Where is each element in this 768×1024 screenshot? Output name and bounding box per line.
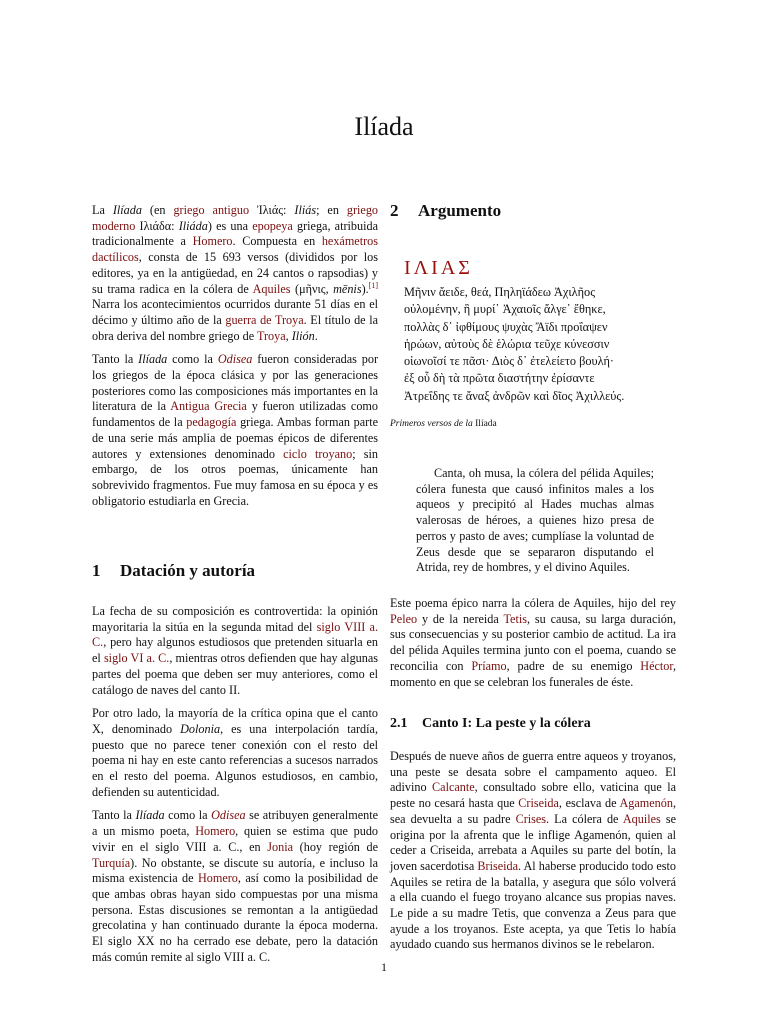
section-1-title: Datación y autoría bbox=[120, 561, 256, 580]
wiki-link[interactable]: Jonia bbox=[267, 839, 294, 854]
text-run: , es una interpolación tardía, puesto que no parece tener conexión con el resto del poema ni hay en este canto referencias a sucesos narrados en el resto del poema. Algunos estudiosos, en cambio, defienden su autenticidad. bbox=[92, 721, 378, 799]
wiki-link[interactable]: Príamo bbox=[471, 658, 507, 673]
text-run: griega. Ambas forman parte de una serie más amplia de poemas épicos de diferentes autores y extensiones denominado bbox=[92, 415, 378, 461]
wiki-link[interactable]: Héctor bbox=[640, 658, 673, 673]
text-run: Narra los acontecimientos ocurridos durante 51 días en el décimo y último año de la bbox=[92, 297, 378, 327]
wiki-link[interactable]: Homero bbox=[192, 234, 233, 249]
text-run: Ιλιάδα: bbox=[135, 218, 179, 233]
text-run: Ilíada bbox=[112, 203, 142, 217]
text-run: fueron consideradas por los griegos de la época clásica y por las generaciones posteriores como las composiciones más importantes en la literatura de la bbox=[92, 352, 379, 414]
text-run: Ilíada bbox=[138, 352, 168, 367]
text-run: . La cólera de bbox=[546, 811, 623, 826]
text-run: , momento en que se celebran los funerales de éste. bbox=[390, 658, 677, 689]
wiki-link[interactable]: ciclo troyano bbox=[283, 446, 353, 461]
text-run: ; en bbox=[316, 203, 347, 217]
greek-line: ἐξ οὗ δὴ τὰ πρῶτα διαστήτην ἐρίσαντε bbox=[404, 371, 595, 386]
section-1-body bbox=[92, 604, 378, 973]
caption-title: Ilíada bbox=[475, 419, 497, 429]
text-run: , consta de 15 693 versos (divididos por los editores, ya en la antigüedad, en 24 cantos o rapsodias) y su trama radica en la cólera de bbox=[92, 250, 378, 296]
translation-quote: Canta, oh musa, la cólera del pélida Aquiles; cólera funesta que causó infinitos males a los aqueos y precipitó al Hades muchas almas valerosas de héroes, a quienes hizo presa de perros y pasto de aves; cumplíase la voluntad de Zeus desde que se separaron disputando el Atrida, rey de hombres, y el divino Aquiles. bbox=[416, 466, 654, 575]
text-run: se origina por la afrenta que le inflige Agamenón, quien al ceder a Criseida, arrebata a Aquiles su parte del botín, la joven sacerdotisa bbox=[390, 811, 677, 873]
wiki-link[interactable]: siglo VI a. C. bbox=[103, 651, 170, 666]
greek-line: Μῆνιν ἄειδε, θεά, Πηληϊάδεω Ἀχιλῆος bbox=[404, 285, 596, 299]
text-run: La bbox=[92, 203, 113, 217]
wiki-link[interactable]: Crises bbox=[515, 811, 547, 826]
wiki-link[interactable]: Tetis bbox=[503, 611, 527, 626]
section-2-number: 2 bbox=[390, 201, 399, 220]
intro-paragraph-1 bbox=[92, 203, 378, 344]
caption-italic: Primeros versos de la bbox=[390, 419, 473, 429]
text-run: , consultado sobre ello, vaticina que la peste no cesará hasta que bbox=[390, 780, 676, 811]
text-run: ; sin embargo, de los otros poemas, únicamente han sobrevivido fragmentos. Fue muy famosa en su época y es obligatorio estudiarla en Grecia. bbox=[92, 446, 378, 508]
wiki-link[interactable]: Antigua Grecia bbox=[170, 399, 247, 414]
text-run: Este poema épico narra la cólera de Aquiles, hijo del rey bbox=[390, 596, 676, 610]
wiki-link[interactable]: Agamenón bbox=[619, 796, 673, 811]
wiki-link[interactable]: Peleo bbox=[390, 611, 418, 626]
text-run: Ilión bbox=[291, 328, 315, 343]
wiki-link[interactable]: Briseida bbox=[477, 858, 519, 873]
page-title: Ilíada bbox=[354, 112, 414, 141]
wiki-link[interactable]: [1] bbox=[368, 280, 378, 290]
text-run: , bbox=[285, 328, 292, 343]
wiki-link[interactable]: guerra de Troya bbox=[225, 312, 304, 327]
wiki-link[interactable]: Aquiles bbox=[622, 811, 661, 826]
section-1-paragraph-3 bbox=[92, 808, 378, 965]
section-1-paragraph-1 bbox=[92, 604, 378, 698]
text-run: Dolonia bbox=[180, 721, 221, 736]
page-number: 1 bbox=[381, 960, 387, 974]
wiki-link[interactable]: Calcante bbox=[432, 780, 475, 795]
greek-line: πολλὰς δ᾽ ἰφθίμους ψυχὰς Ἄϊδι προΐαψεν bbox=[404, 319, 608, 334]
text-run: . Al haberse producido todo esto Aquiles se retira de la batalla, y asegura que sólo volverá a ella cuando el fuego troyano alcance sus propias naves. Le pide a su madre Tetis, que convenza a Zeus para que ayude a los troyanos. Este acepta, ya que Tetis lo había ayudado cuando sus hermanos divinos se le rebelaron. bbox=[390, 858, 676, 952]
text-run: como la bbox=[164, 808, 212, 823]
text-run: , padre de su enemigo bbox=[506, 658, 641, 673]
greek-line: οἰωνοῖσί τε πᾶσι· Διὸς δ᾽ ἐτελείετο βουλή· bbox=[404, 354, 615, 369]
section-2-1-heading bbox=[390, 716, 591, 732]
text-run: , esclava de bbox=[558, 796, 620, 811]
wiki-link[interactable]: Odisea bbox=[217, 352, 253, 367]
text-run: como la bbox=[167, 352, 218, 367]
wiki-link[interactable]: pedagogía bbox=[186, 415, 237, 430]
text-run: Iliáda bbox=[178, 218, 208, 233]
text-run: Tanto la bbox=[92, 352, 139, 367]
verse-caption bbox=[390, 419, 497, 429]
wiki-link[interactable]: Turquía bbox=[92, 855, 131, 870]
text-run: Ἰλιάς: bbox=[249, 203, 295, 217]
text-run: y fueron utilizadas como fundamentos de la bbox=[92, 399, 378, 430]
wiki-link[interactable]: epopeya bbox=[252, 218, 293, 233]
text-run: La fecha de su composición es controvertida: la opinión mayoritaria la sitúa en la segunda mitad del bbox=[92, 604, 378, 634]
intro-paragraph-2 bbox=[92, 352, 378, 509]
section-1-paragraph-2 bbox=[92, 706, 378, 800]
greek-line: Ἀτρεΐδης τε ἄναξ ἀνδρῶν καὶ δῖος Ἀχιλλεύς. bbox=[404, 388, 625, 403]
section-2-1-paragraph-1 bbox=[390, 749, 676, 953]
wiki-link[interactable]: griego moderno bbox=[92, 203, 379, 233]
wiki-link[interactable]: griego antiguo bbox=[173, 203, 250, 217]
text-run: y de la nereida bbox=[417, 611, 504, 626]
greek-line: οὐλομένην, ἣ μυρί᾽ Ἀχαιοῖς ἄλγε᾽ ἔθηκε, bbox=[404, 302, 606, 317]
section-2-1-body bbox=[390, 749, 676, 961]
text-run: Ilíada bbox=[135, 808, 165, 823]
text-run: . bbox=[314, 328, 318, 343]
section-2-body bbox=[390, 596, 676, 698]
text-run: Tanto la bbox=[92, 808, 136, 823]
wiki-link[interactable]: Homero bbox=[195, 824, 236, 839]
text-run: ). bbox=[361, 281, 369, 296]
section-2-paragraph-1 bbox=[390, 596, 676, 690]
section-2-1-number: 2.1 bbox=[390, 716, 408, 731]
text-run: Después de nueve años de guerra entre aqueos y troyanos, una peste se desata sobre el campamento aqueo. El adivino bbox=[390, 749, 676, 795]
text-run: , su causa, su larga duración, sus consecuencias y su posterior cambio de actitud. La ira del pélida Aquiles termina junto con el poema, cuando se reconcilia con bbox=[390, 611, 676, 673]
text-run: Iliás bbox=[294, 203, 317, 217]
text-run: , mientras otros defienden que hay algunas partes del poema que deben ser muy anteriores, como el catálogo de naves del canto II. bbox=[92, 651, 379, 697]
text-run: mēnis bbox=[333, 281, 362, 296]
section-2-title: Argumento bbox=[418, 201, 502, 220]
wiki-link[interactable]: Homero bbox=[197, 871, 238, 886]
text-run: (en bbox=[141, 203, 174, 217]
wiki-link[interactable]: hexámetros dactílicos bbox=[92, 234, 378, 265]
wiki-link[interactable]: siglo VIII a. C. bbox=[92, 619, 378, 650]
intro-section bbox=[92, 203, 378, 517]
text-run: (hoy región de bbox=[293, 839, 378, 854]
text-run: (μῆνις, bbox=[290, 281, 334, 296]
text-run: , pero hay algunos estudiosos que pretenden situarla en el bbox=[92, 635, 378, 666]
text-run: griega, atribuida tradicionalmente a bbox=[92, 218, 378, 249]
text-run: ). No obstante, se discute su autoría, e incluso la misma existencia de bbox=[92, 855, 378, 886]
section-1-number: 1 bbox=[92, 561, 101, 580]
section-2-1-title: Canto I: La peste y la cólera bbox=[422, 716, 591, 731]
text-run: , sea devuelta a su padre bbox=[390, 796, 676, 826]
greek-title: ΙΛΙΑΣ bbox=[404, 257, 473, 279]
text-run: se atribuyen generalmente a un mismo poeta, bbox=[92, 808, 379, 839]
wiki-link[interactable]: Troya bbox=[256, 328, 286, 343]
text-run: , así como la posibilidad de que ambas obras hayan sido compuestas por una misma persona. Estas discusiones se remontan a la antigüedad grecolatina y han continuado durante la época moderna. El siglo XX no ha cerrado ese debate, pero la datación más común remite al siglo VIII a. C. bbox=[92, 871, 378, 964]
text-run: , quien se estima que pudo vivir en el siglo VIII a. C., en bbox=[92, 824, 379, 854]
section-2-heading bbox=[390, 201, 501, 221]
wiki-link[interactable]: Criseida bbox=[518, 796, 559, 811]
text-run: . El título de la obra deriva del nombre griego de bbox=[92, 312, 378, 343]
greek-verse bbox=[404, 284, 694, 405]
text-run: Por otro lado, la mayoría de la crítica opina que el canto X, denominado bbox=[92, 706, 378, 736]
text-run: . Compuesta en bbox=[232, 234, 322, 249]
section-1-heading bbox=[92, 561, 255, 581]
text-run: ) es una bbox=[207, 218, 253, 233]
wiki-link[interactable]: Odisea bbox=[211, 808, 246, 823]
greek-line: ἡρώων, αὐτοὺς δὲ ἑλώρια τεῦχε κύνεσσιν bbox=[404, 336, 610, 351]
wiki-link[interactable]: Aquiles bbox=[252, 281, 291, 296]
